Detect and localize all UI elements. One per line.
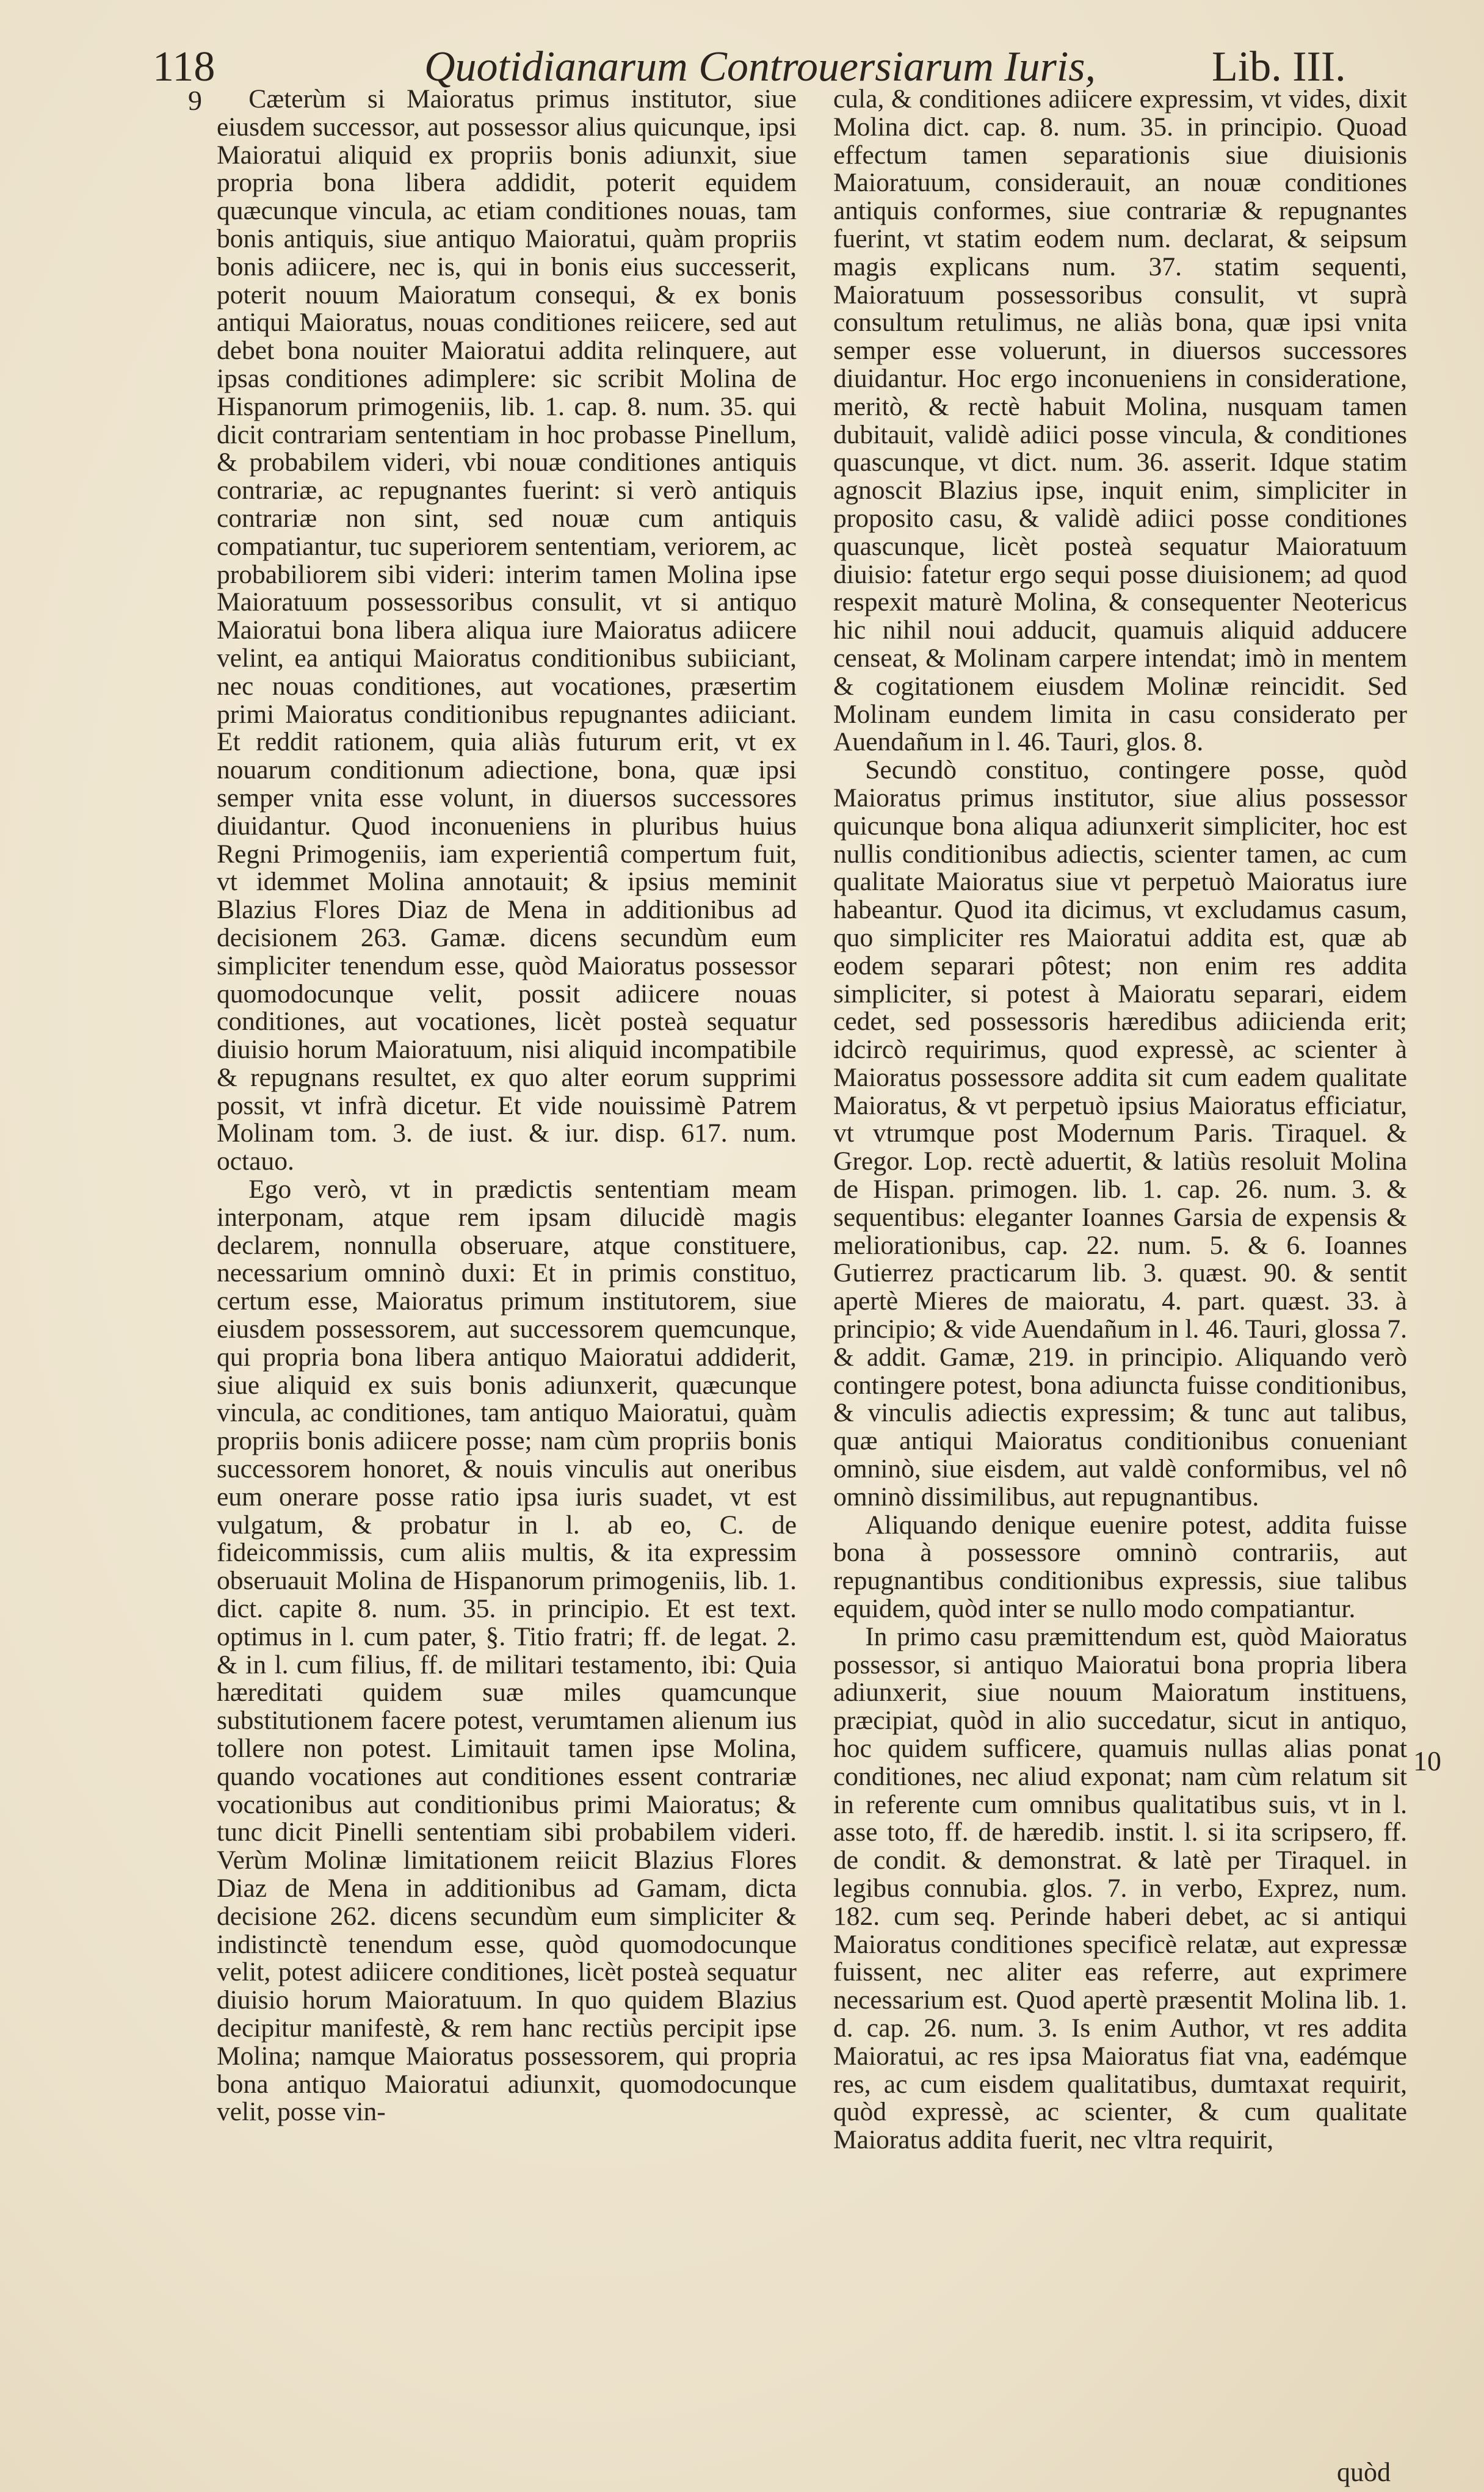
left-column [217, 85, 797, 2433]
paragraph-secundo: Secundò constituo, contingere posse, quòd Maioratus primus institutor, siue alius possessor quicunque bona aliqua adiunxerit simpliciter, hoc est nullis conditionibus adiectis, scienter tamen, ac cum qualitate Maioratus siue vt perpetuò Maioratus iure habeantur. Quod ita dicimus, vt excludamus casum, quo simpliciter res Maioratui addita est, quæ ab eodem separari pôtest; non enim res addita simpliciter, si potest à Maioratu separari, eidem cedet, sed possessoris hæredibus adiicienda erit; idcircò requirimus, quod expressè, ac scienter à Maioratus possessore addita sit cum eadem qualitate Maioratus, & vt perpetuò ipsius Maioratus efficiatur, vt vtrumque post Modernum Paris. Tiraquel. & Gregor. Lop. rectè aduertit, & latiùs resoluit Molina de Hispan. primogen. lib. 1. cap. 26. num. 3. & sequentibus: eleganter Ioannes Garsia de expensis & meliorationibus, cap. 22. num. 5. & 6. Ioannes Gutierrez practicarum lib. 3. quæst. 90. & sentit apertè Mieres de maioratu, 4. part. quæst. 33. à principio; & vide Auendañum in l. 46. Tauri, glossa 7. & addit. Gamæ, 219. in principio. Aliquando verò contingere potest, bona adiuncta fuisse conditionibus, & vinculis adiectis expressim; & tunc aut talibus, quæ antiqui Maioratus conditionibus conueniant omninò, siue eisdem, aut valdè conformibus, vel nô omninò dissimilibus, aut repugnantibus. [833, 755, 1407, 1512]
paragraph-9: Cæterùm si Maioratus primus institutor, siue eiusdem successor, aut possessor alius quicunque, ipsi Maioratui aliquid ex propriis bonis adiunxit, siue propria bona libera addidit, poterit equidem quæcunque vincula, ac etiam conditiones nouas, tam bonis antiquis, siue antiquo Maioratui, quàm propriis bonis adiicere, nec is, qui in bonis eius successerit, poterit nouum Maioratum consequi, & ex bonis antiqui Maioratus, nouas conditiones reiicere, sed aut debet bona nouiter Maioratui addita relinquere, aut ipsas conditiones adimplere: sic scribit Molina de Hispanorum primogeniis, lib. 1. cap. 8. num. 35. qui dicit contrariam sententiam in hoc probasse Pinellum, & probabilem videri, vbi nouæ conditiones antiquis contrariæ, ac repugnantes fuerint: si verò antiquis contrariæ non sint, sed nouæ cum antiquis compatiantur, tuc superiorem sententiam, veriorem, ac probabiliorem sibi videri: interim tamen Molina ipse Maioratuum possessoribus consulit, vt si antiquo Maioratui bona libera aliqua iure Maioratus adiicere velint, ea antiqui Maioratus conditionibus subiiciant, nec nouas conditiones, aut vocationes, præsertim primi Maioratus conditionibus repugnantes adiiciant. Et reddit rationem, quia aliàs futurum erit, vt ex nouarum conditionum adiectione, bona, quæ ipsi semper vnita esse volunt, in diuersos successores diuidantur. Quod inconueniens in pluribus huius Regni Primogeniis, iam experientiâ compertum fuit, vt idemmet Molina annotauit; & ipsius meminit Blazius Flores Diaz de Mena in additionibus ad decisionem 263. Gamæ. dicens secundùm eum simpliciter tenendum esse, quòd Maioratus possessor quomodocunque velit, possit adiicere nouas conditiones, aut vocationes, licèt posteà sequatur diuisio horum Maioratuum, nisi aliquid incompatibile & repugnans resultet, ex quo alter eorum supprimi possit, vt infrà dicetur. Et vide nouissimè Patrem Molinam tom. 3. de iust. & iur. disp. 617. num. octauo. [217, 85, 797, 1176]
right-column [833, 85, 1407, 2454]
book-label: Lib. III. [1212, 43, 1346, 90]
paragraph-ego-vero: Ego verò, vt in prædictis sententiam meam interponam, atque rem ipsam dilucidè magis declarem, nonnulla obseruare, atque constituere, necessarium omninò duxi: Et in primis constituo, certum esse, Maioratus primum institutorem, siue eiusdem possessorem, aut successorem quemcunque, qui propria bona libera antiquo Maioratui addiderit, siue aliquid ex suis bonis adiunxerit, quæcunque vincula, ac conditiones, tam antiquo Maioratui, quàm propriis bonis adiicere posse; nam cùm propriis bonis successorem honoret, & nouis vinculis aut oneribus eum onerare posse ratio ipsa iuris suadet, vt est vulgatum, & probatur in l. ab eo, C. de fideicommissis, cum aliis multis, & ita expressim obseruauit Molina de Hispanorum primogeniis, lib. 1. dict. capite 8. num. 35. in principio. Et est text. optimus in l. cum pater, §. Titio fratri; ff. de legat. 2. & in l. cum filius, ff. de militari testamento, ibi: Quia hæreditati quidem suæ miles quamcunque substitutionem facere potest, verumtamen alienum ius tollere non potest. Limitauit tamen ipse Molina, quando vocationes aut conditiones essent contrariæ vocationibus aut conditionibus primi Maioratus; & tunc dicit Pinelli sententiam sibi probabilem videri. Verùm Molinæ limitationem reiicit Blazius Flores Diaz de Mena in additionibus ad Gamam, dicta decisione 262. dicens secundùm eum simpliciter & indistinctè tenendum esse, quòd quomodocunque velit, potest adiicere conditiones, licèt posteà sequatur diuisio horum Maioratuum. In quo quidem Blazius decipitur manifestè, & rem hanc rectiùs percipit ipse Molina; namque Maioratus possessorem, qui propria bona antiquo Maioratui adiunxit, quomodocunque velit, posse vin- [217, 1175, 797, 2127]
paragraph-continuation: cula, & conditiones adiicere expressim, vt vides, dixit Molina dict. cap. 8. num. 35. in principio. Quoad effectum tamen separationis siue diuisionis Maioratuum, considerauit, an nouæ conditiones antiquis conformes, siue contrariæ & repugnantes fuerint, vt statim eodem num. declarat, & seipsum magis explicans num. 37. statim sequenti, Maioratuum possessoribus consulit, vt suprà consultum retulimus, ne aliàs bona, quæ ipsi vnita semper esse voluerunt, in diuersos successores diuidantur. Hoc ergo inconueniens in consideratione, meritò, & rectè habuit Molina, nusquam tamen dubitauit, validè adiici posse vincula, & conditiones quascunque, vt dict. num. 36. asserit. Idque statim agnoscit Blazius ipse, inquit enim, simpliciter in proposito casu, & validè adiici posse conditiones quascunque, licèt posteà sequatur Maioratuum diuisio: fatetur ergo sequi posse diuisionem; ad quod respexit maturè Molina, & consequenter Neotericus hic nihil noui adducit, quamuis aliquid adducere censeat, & Molinam carpere intendat; imò in mentem & cogitationem eiusdem Molinæ reincidit. Sed Molinam eundem limita in casu considerato per Auendañum in l. 46. Tauri, glos. 8. [833, 85, 1407, 757]
page-number: 118 [153, 43, 215, 90]
paragraph-aliquando: Aliquando denique euenire potest, addita fuisse bona à possessore omninò contrariis, aut repugnantibus conditionibus expressis, siue talibus equidem, quòd inter se nullo modo compatiantur. [833, 1510, 1407, 1624]
margin-number-9: 9 [188, 85, 202, 116]
running-title: Quotidianarum Controuersiarum Iuris, [424, 43, 1096, 90]
margin-number-10: 10 [1413, 1745, 1441, 1777]
paragraph-10: In primo casu præmittendum est, quòd Maioratus possessor, si antiquo Maioratui bona propria libera adiunxerit, siue nouum Maioratum instituens, præcipiat, quòd in alio succedatur, sicut in antiquo, hoc quidem sufficere, quamuis nullas alias ponat conditiones, nec aliud exponat; nam cùm relatum sit in referente cum omnibus qualitatibus suis, vt in l. asse toto, ff. de hæredib. instit. l. si ita scripsero, ff. de condit. & demonstrat. & latè per Tiraquel. in legibus connubia. glos. 7. in verbo, Exprez, num. 182. cum seq. Perinde haberi debet, ac si antiqui Maioratus conditiones specificè relatæ, aut expressæ fuissent, nec aliter eas referre, aut exprimere necessarium est. Quod apertè præsentit Molina lib. 1. d. cap. 26. num. 3. Is enim Author, vt res addita Maioratui, ac res ipsa Maioratus fiat vna, eadémque res, ac cum eisdem qualitatibus, dumtaxat requirit, quòd expressè, ac scienter, & cum qualitate Maioratus addita fuerit, nec vltra requirit, [833, 1621, 1407, 2155]
catchword: quòd [1337, 2457, 1391, 2487]
